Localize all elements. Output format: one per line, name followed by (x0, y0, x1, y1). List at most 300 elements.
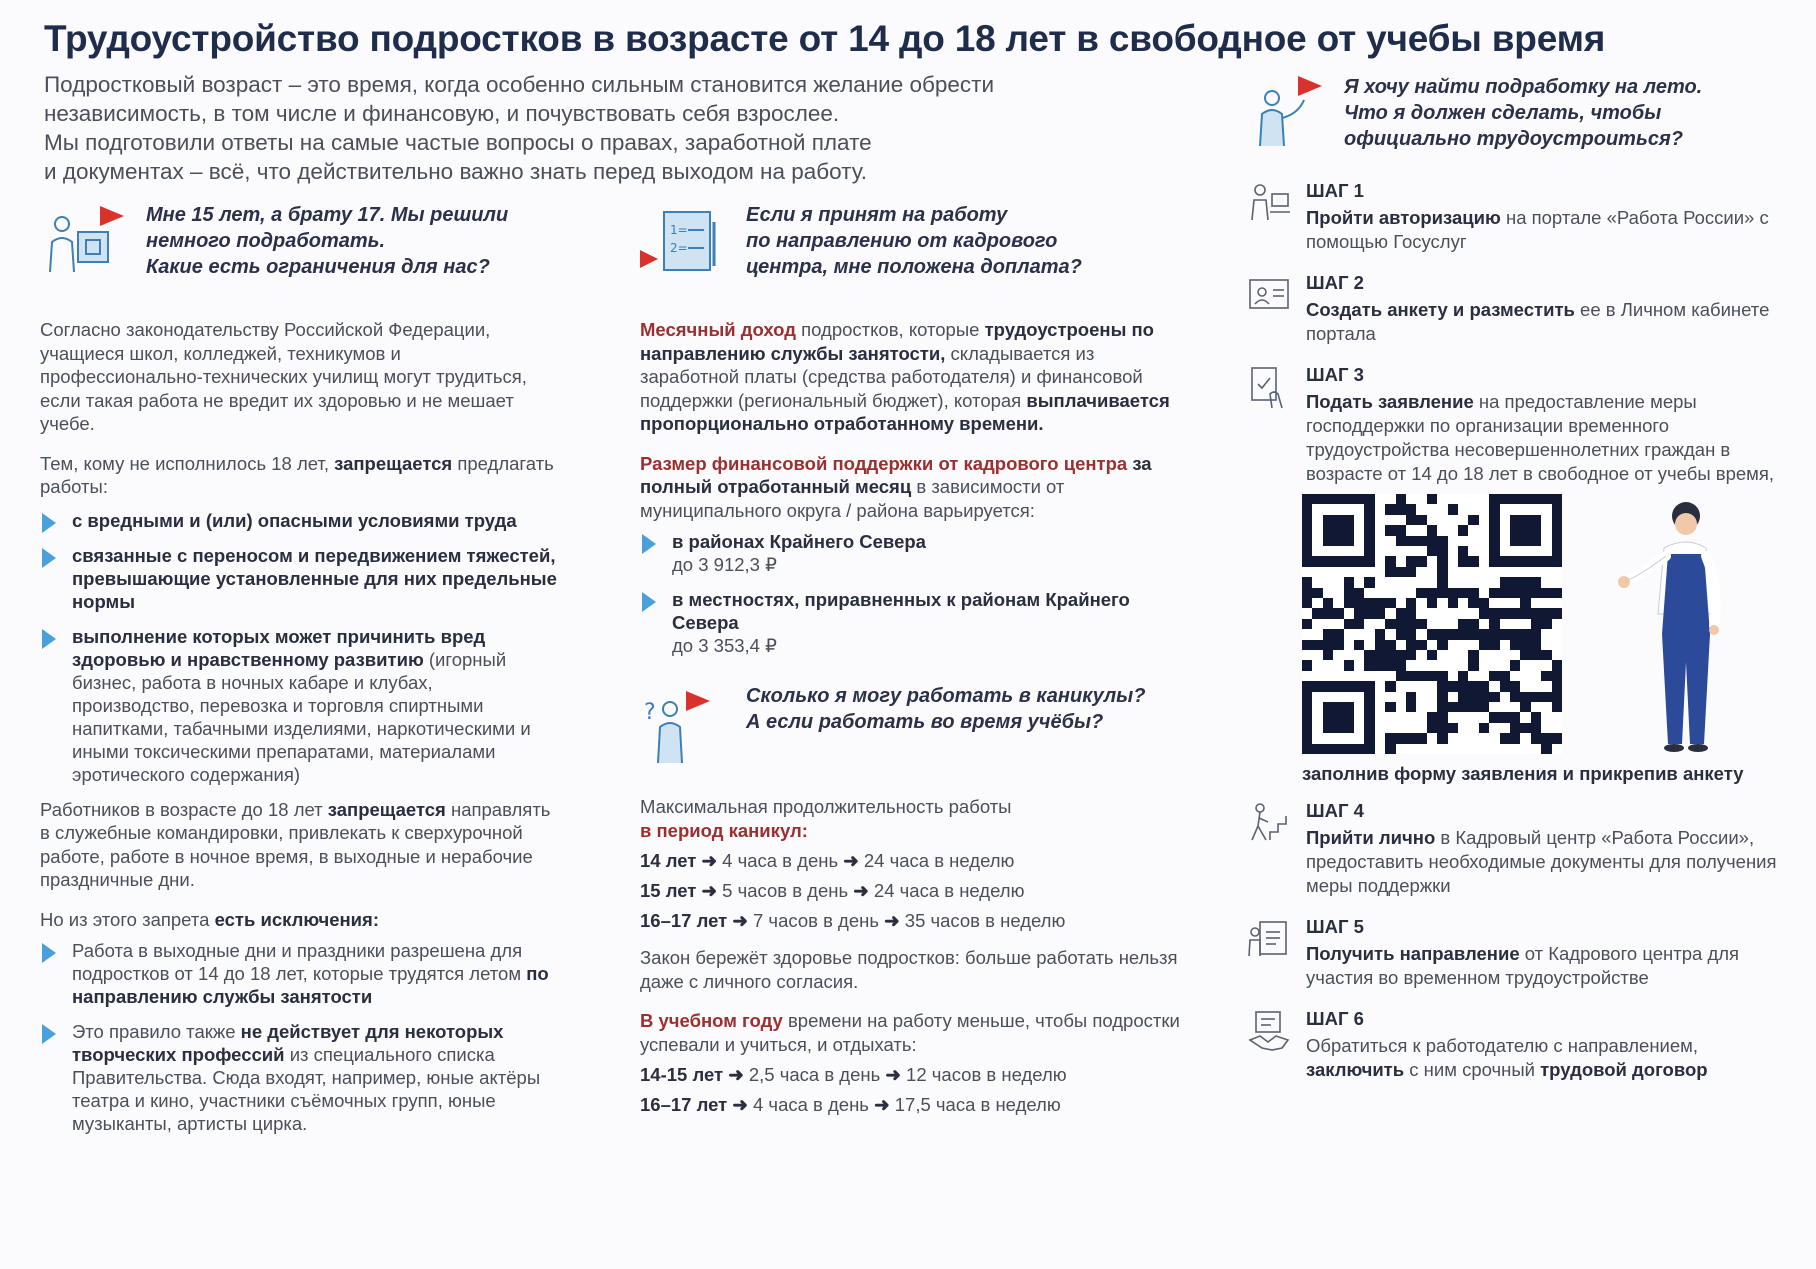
qr-module (1375, 546, 1385, 556)
qr-module (1333, 712, 1343, 722)
qr-module (1437, 712, 1447, 722)
qr-module (1531, 525, 1541, 535)
qr-module (1354, 546, 1364, 556)
qr-module (1344, 723, 1354, 733)
qr-module (1448, 525, 1458, 535)
qr-module (1448, 723, 1458, 733)
qr-module (1500, 671, 1510, 681)
qr-module (1458, 671, 1468, 681)
qr-module (1375, 577, 1385, 587)
qr-module (1552, 712, 1562, 722)
qr-module (1333, 577, 1343, 587)
qr-module (1489, 744, 1499, 754)
qr-module (1302, 702, 1312, 712)
qr-module (1396, 650, 1406, 660)
bold-span: Пройти авторизацию (1306, 207, 1501, 228)
qr-module (1427, 598, 1437, 608)
qr-module (1552, 619, 1562, 629)
qr-module (1364, 629, 1374, 639)
qr-module (1458, 525, 1468, 535)
qr-module (1396, 702, 1406, 712)
qr-module (1520, 692, 1530, 702)
qr-module (1479, 660, 1489, 670)
qr-module (1416, 712, 1426, 722)
qr-module (1323, 629, 1333, 639)
hours-per-day: 5 часов в день (722, 880, 849, 901)
qr-module (1510, 660, 1520, 670)
qr-module (1448, 504, 1458, 514)
question-line: Сколько я могу работать в каникулы? (746, 685, 1146, 707)
qr-module (1364, 692, 1374, 702)
qr-module (1323, 660, 1333, 670)
qr-module (1468, 494, 1478, 504)
qr-module (1541, 744, 1551, 754)
intro-line: Мы подготовили ответы на самые частые вопросы о правах, заработной плате (44, 130, 872, 155)
qr-module (1552, 515, 1562, 525)
qr-module (1468, 692, 1478, 702)
qr-module (1406, 536, 1416, 546)
qr-module (1333, 525, 1343, 535)
payment-question (640, 202, 1180, 288)
qr-module (1406, 712, 1416, 722)
qr-module (1396, 692, 1406, 702)
text-span: направлять в служебные командировки, привлекать к сверхурочной работе, работе в ночное время, в выходные и нерабочие праздничные дни. (40, 798, 551, 890)
qr-module (1531, 494, 1541, 504)
qr-module (1437, 588, 1447, 598)
qr-module (1385, 650, 1395, 660)
qr-module (1333, 536, 1343, 546)
qr-module (1510, 536, 1520, 546)
school-year-label: В учебном году (640, 1010, 783, 1031)
bold-span: выплачивается пропорционально отработанному времени. (640, 389, 1170, 434)
bold-span: трудоустроены по направлению службы занятости, (640, 319, 1154, 364)
qr-module (1437, 660, 1447, 670)
qr-module (1354, 504, 1364, 514)
qr-module (1312, 504, 1322, 514)
qr-module (1323, 567, 1333, 577)
bullet-detail: (игорный бизнес, работа в ночных кабаре и клубах, производство, перевозка и торговля спиртными напитками, табачными изделиями, наркотическими и иными токсическими препаратами, материалами эротического содержания) (72, 648, 531, 785)
qr-module (1448, 733, 1458, 743)
qr-module (1500, 536, 1510, 546)
qr-module (1344, 733, 1354, 743)
qr-module (1375, 588, 1385, 598)
qr-module (1520, 525, 1530, 535)
qr-module (1489, 515, 1499, 525)
qr-module (1552, 504, 1562, 514)
qr-module (1323, 494, 1333, 504)
qr-module (1344, 546, 1354, 556)
qr-module (1458, 546, 1468, 556)
qr-module (1364, 525, 1374, 535)
qr-module (1531, 546, 1541, 556)
qr-module (1489, 494, 1499, 504)
arrow-icon: ➜ (885, 1064, 901, 1085)
qr-module (1458, 556, 1468, 566)
stairs-walk-icon (1246, 800, 1306, 898)
qr-module (1344, 567, 1354, 577)
qr-module (1437, 733, 1447, 743)
qr-module (1344, 556, 1354, 566)
qr-module (1520, 744, 1530, 754)
qr-module (1333, 692, 1343, 702)
text-span: на портале «Работа России» с помощью Госуслуг (1306, 207, 1769, 252)
qr-module (1427, 692, 1437, 702)
qr-module (1479, 692, 1489, 702)
qr-module (1437, 629, 1447, 639)
qr-module (1479, 588, 1489, 598)
bullet-triangle-icon (42, 513, 56, 533)
qr-module (1312, 588, 1322, 598)
qr-module (1354, 588, 1364, 598)
qr-module (1344, 494, 1354, 504)
restriction-paragraph (40, 798, 560, 892)
qr-module (1375, 712, 1385, 722)
qr-module (1406, 692, 1416, 702)
qr-module (1396, 723, 1406, 733)
qr-module (1427, 671, 1437, 681)
intro-line: и документах – всё, что действительно важно знать перед выходом на работу. (44, 159, 867, 184)
qr-module (1479, 650, 1489, 660)
qr-module (1479, 494, 1489, 504)
question-line: Я хочу найти подработку на лето. (1344, 76, 1703, 98)
qr-module (1541, 723, 1551, 733)
qr-module (1427, 504, 1437, 514)
qr-module (1479, 671, 1489, 681)
qr-module (1510, 650, 1520, 660)
qr-module (1385, 567, 1395, 577)
school-year-paragraph (640, 1009, 1180, 1056)
qr-module (1541, 681, 1551, 691)
qr-module (1385, 598, 1395, 608)
qr-module (1552, 536, 1562, 546)
qr-module (1375, 660, 1385, 670)
qr-module (1427, 494, 1437, 504)
qr-module (1437, 494, 1447, 504)
step-4 (1246, 800, 1786, 898)
qr-module (1375, 504, 1385, 514)
qr-module (1541, 629, 1551, 639)
qr-module (1468, 504, 1478, 514)
arrow-icon: ➜ (728, 1064, 744, 1085)
qr-module (1510, 567, 1520, 577)
qr-module (1448, 608, 1458, 618)
qr-module (1385, 681, 1395, 691)
qr-module (1468, 588, 1478, 598)
vacation-row (640, 906, 1180, 936)
hours-per-week: 24 часа в неделю (863, 850, 1015, 871)
qr-module (1437, 567, 1447, 577)
bold-span: не действует для некоторых творческих профессий (72, 1021, 504, 1065)
qr-module (1364, 588, 1374, 598)
qr-module (1385, 712, 1395, 722)
qr-module (1448, 692, 1458, 702)
qr-module (1385, 671, 1395, 681)
qr-module (1541, 515, 1551, 525)
bullet-triangle-icon (642, 592, 656, 612)
qr-module (1364, 681, 1374, 691)
qr-module (1489, 681, 1499, 691)
qr-module (1541, 650, 1551, 660)
qr-module (1354, 556, 1364, 566)
qr-module (1541, 660, 1551, 670)
qr-module (1458, 619, 1468, 629)
qr-module (1510, 723, 1520, 733)
qr-module (1489, 567, 1499, 577)
qr-module (1458, 577, 1468, 587)
prohibited-word: запрещается (334, 452, 453, 474)
qr-module (1468, 650, 1478, 660)
qr-module (1500, 504, 1510, 514)
qr-module (1416, 629, 1426, 639)
qr-module (1364, 504, 1374, 514)
qr-module (1448, 577, 1458, 587)
qr-module (1531, 640, 1541, 650)
qr-module (1427, 744, 1437, 754)
qr-module (1416, 588, 1426, 598)
qr-module (1541, 588, 1551, 598)
qr-module (1354, 525, 1364, 535)
qr-module (1333, 660, 1343, 670)
qr-caption: заполнив форму заявления и прикрепив анкету (1302, 763, 1744, 784)
qr-module (1531, 619, 1541, 629)
prohibition-item (40, 509, 560, 532)
qr-module (1520, 536, 1530, 546)
qr-module (1385, 608, 1395, 618)
qr-module (1552, 598, 1562, 608)
qr-module (1333, 723, 1343, 733)
study-row (640, 1060, 1180, 1090)
qr-module (1323, 681, 1333, 691)
qr-module (1364, 702, 1374, 712)
qr-module (1448, 536, 1458, 546)
step-body (1306, 826, 1786, 898)
qr-module (1416, 619, 1426, 629)
qr-module (1458, 712, 1468, 722)
vacation-label: в период каникул: (640, 819, 808, 841)
qr-module (1406, 733, 1416, 743)
qr-module (1427, 546, 1437, 556)
qr-module (1531, 681, 1541, 691)
qr-module (1364, 619, 1374, 629)
qr-module (1489, 619, 1499, 629)
qr-module (1479, 598, 1489, 608)
qr-module (1333, 588, 1343, 598)
qr-module (1448, 629, 1458, 639)
qr-module (1448, 515, 1458, 525)
qr-module (1354, 536, 1364, 546)
qr-module (1323, 640, 1333, 650)
law-note: Закон бережёт здоровье подростков: больше работать нельзя даже с личного согласия. (640, 947, 1178, 992)
qr-module (1458, 588, 1468, 598)
question-line: Если я принят на работу (746, 204, 1008, 226)
qr-module (1385, 504, 1395, 514)
qr-module (1302, 619, 1312, 629)
qr-module (1458, 515, 1468, 525)
step-title: ШАГ 6 (1306, 1008, 1364, 1029)
qr-module (1416, 494, 1426, 504)
qr-module (1552, 671, 1562, 681)
qr-module (1479, 525, 1489, 535)
qr-module (1520, 671, 1530, 681)
qr-module (1385, 556, 1395, 566)
qr-module (1302, 608, 1312, 618)
qr-module (1344, 660, 1354, 670)
qr-module (1302, 629, 1312, 639)
qr-module (1385, 640, 1395, 650)
qr-module (1375, 733, 1385, 743)
question-line: центра, мне положена доплата? (746, 256, 1082, 278)
vacation-row (640, 846, 1180, 876)
arrow-icon: ➜ (701, 850, 717, 871)
qr-module (1344, 504, 1354, 514)
region-item (640, 588, 1180, 657)
qr-module (1312, 577, 1322, 587)
qr-module (1396, 619, 1406, 629)
qr-module (1396, 660, 1406, 670)
qr-module (1427, 515, 1437, 525)
qr-module (1427, 733, 1437, 743)
qr-module (1396, 681, 1406, 691)
qr-module (1344, 702, 1354, 712)
text-span: на предоставление меры господдержки по организации временного трудоустройства несовершеннолетних граждан в возрасте от 14 до 18 лет в свободное от учебы время, (1306, 391, 1775, 484)
qr-module (1437, 556, 1447, 566)
qr-module (1500, 515, 1510, 525)
qr-module (1437, 525, 1447, 535)
steps-question (1246, 74, 1786, 160)
qr-module (1468, 744, 1478, 754)
bold-span: трудовой договор (1540, 1059, 1708, 1080)
qr-module (1468, 660, 1478, 670)
qr-module (1531, 660, 1541, 670)
qr-module (1552, 556, 1562, 566)
qr-module (1448, 702, 1458, 712)
qr-module (1531, 588, 1541, 598)
qr-module (1479, 567, 1489, 577)
qr-module (1541, 640, 1551, 650)
intro-line: Подростковый возраст – это время, когда особенно сильным становится желание обрести (44, 72, 995, 97)
qr-module (1302, 733, 1312, 743)
qr-module (1312, 733, 1322, 743)
qr-module (1323, 650, 1333, 660)
qr-module (1396, 629, 1406, 639)
qr-module (1385, 546, 1395, 556)
qr-module (1500, 619, 1510, 629)
qr-module (1354, 577, 1364, 587)
qr-module (1364, 733, 1374, 743)
qr-module (1489, 588, 1499, 598)
question-line: официально трудоустроиться? (1344, 128, 1683, 150)
qr-module (1333, 619, 1343, 629)
age-label: 16–17 лет (640, 910, 728, 931)
text-span: Работа в выходные дни и праздники разрешена для подростков от 14 до 18 лет, которые трудятся летом (72, 940, 527, 984)
qr-module (1375, 671, 1385, 681)
qr-module (1427, 660, 1437, 670)
age-label: 14 лет (640, 850, 697, 871)
exception-item (40, 939, 560, 1008)
qr-module (1416, 660, 1426, 670)
qr-module (1479, 702, 1489, 712)
study-row (640, 1090, 1180, 1120)
income-label: Месячный доход (640, 319, 796, 340)
qr-module (1520, 588, 1530, 598)
qr-module (1500, 556, 1510, 566)
qr-module (1552, 733, 1562, 743)
qr-module (1437, 671, 1447, 681)
qr-module (1510, 588, 1520, 598)
qr-module (1396, 588, 1406, 598)
question-line: А если работать во время учёбы? (746, 711, 1104, 733)
qr-module (1541, 536, 1551, 546)
qr-module (1479, 640, 1489, 650)
qr-module (1427, 525, 1437, 535)
qr-module (1354, 744, 1364, 754)
qr-module (1520, 494, 1530, 504)
age-label: 15 лет (640, 880, 697, 901)
qr-module (1552, 692, 1562, 702)
qr-module (1458, 660, 1468, 670)
income-paragraph (640, 318, 1180, 436)
qr-module (1468, 515, 1478, 525)
qr-module (1437, 723, 1447, 733)
qr-module (1489, 650, 1499, 660)
bullet-triangle-icon (42, 1024, 56, 1044)
qr-module (1468, 619, 1478, 629)
qr-module (1385, 744, 1395, 754)
left-question (40, 202, 560, 288)
qr-code-icon[interactable] (1302, 494, 1562, 754)
qr-module (1354, 702, 1364, 712)
qr-module (1396, 598, 1406, 608)
hours-per-day: 4 часа в день (722, 850, 839, 871)
qr-module (1552, 640, 1562, 650)
qr-module (1468, 536, 1478, 546)
qr-module (1541, 546, 1551, 556)
qr-module (1520, 546, 1530, 556)
qr-module (1354, 650, 1364, 660)
qr-module (1437, 504, 1447, 514)
profile-card-icon (1246, 272, 1306, 346)
qr-module (1344, 650, 1354, 660)
qr-module (1541, 598, 1551, 608)
qr-module (1427, 536, 1437, 546)
qr-module (1323, 556, 1333, 566)
qr-module (1416, 640, 1426, 650)
qr-module (1458, 494, 1468, 504)
qr-module (1406, 588, 1416, 598)
qr-module (1385, 577, 1395, 587)
qr-module (1385, 494, 1395, 504)
qr-module (1510, 619, 1520, 629)
qr-module (1396, 712, 1406, 722)
qr-module (1354, 629, 1364, 639)
qr-module (1531, 515, 1541, 525)
text-span: Работников в возрасте до 18 лет (40, 798, 328, 820)
step-body (1306, 298, 1786, 346)
qr-module (1427, 640, 1437, 650)
qr-module (1375, 525, 1385, 535)
qr-module (1302, 681, 1312, 691)
qr-module (1323, 733, 1333, 743)
referral-document-icon (1246, 916, 1306, 990)
qr-module (1312, 536, 1322, 546)
qr-module (1437, 619, 1447, 629)
qr-module (1302, 692, 1312, 702)
qr-module (1479, 619, 1489, 629)
qr-module (1531, 567, 1541, 577)
qr-module (1333, 494, 1343, 504)
text-span: Максимальная продолжительность работы (640, 796, 1012, 817)
qr-module (1416, 504, 1426, 514)
